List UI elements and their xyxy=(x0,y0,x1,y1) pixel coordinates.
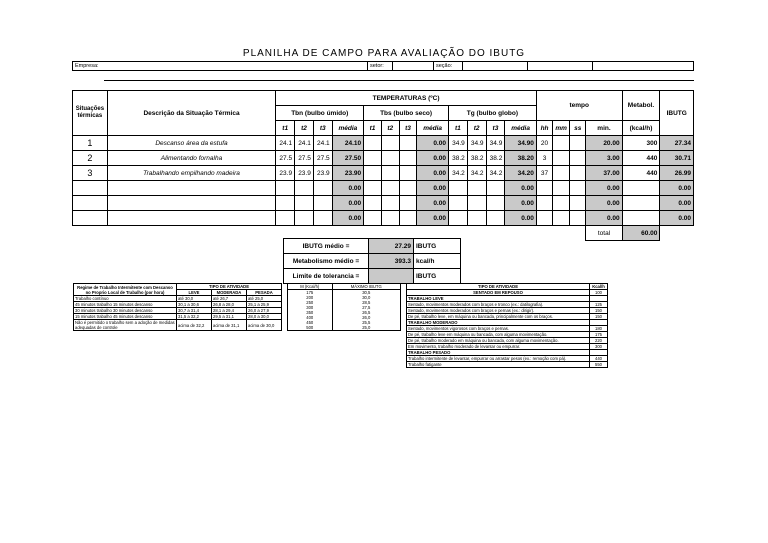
ibutg-cell: 0.00 xyxy=(660,196,694,211)
tbs-cell: 0.00 xyxy=(417,211,449,226)
table-row xyxy=(74,296,282,302)
regime-col-moderada: MODERADA xyxy=(212,290,247,296)
tbn-cell[interactable]: 27.5 xyxy=(276,151,295,166)
ss-cell[interactable] xyxy=(570,211,586,226)
tbn-cell[interactable] xyxy=(295,196,314,211)
tbn-cell[interactable]: 23.9 xyxy=(295,166,314,181)
tbs-cell[interactable] xyxy=(399,166,417,181)
regime-cell: 26,0 a 27,9 xyxy=(247,308,282,314)
mm-cell[interactable] xyxy=(553,211,570,226)
tbs-cell[interactable] xyxy=(399,136,417,151)
subheader-cell: (kcal/h) xyxy=(622,121,660,136)
limite-label: Limite de tolerancia = xyxy=(284,269,369,284)
ibutg-medio-unit: IBUTG xyxy=(414,239,461,254)
tbs-cell: 0.00 xyxy=(417,166,449,181)
mm-cell[interactable] xyxy=(553,136,570,151)
tbs-cell[interactable] xyxy=(399,196,417,211)
table-row xyxy=(73,136,694,151)
regime-cell: 30,1 a 30,6 xyxy=(177,302,212,308)
maxibutg-value: 25,0 xyxy=(362,325,371,330)
descricao-header: Descrição da Situação Térmica xyxy=(107,91,276,136)
tbs-cell: 0.00 xyxy=(417,181,449,196)
tg-cell[interactable] xyxy=(467,211,486,226)
metab-medio-value: 393.3 xyxy=(369,254,414,269)
ss-cell[interactable] xyxy=(570,196,586,211)
row-description[interactable] xyxy=(107,196,276,211)
ibutg-header: IBUTG xyxy=(660,91,694,136)
table-row xyxy=(73,211,694,226)
tbs-cell[interactable] xyxy=(381,181,399,196)
hh-cell[interactable]: 3 xyxy=(536,151,552,166)
tbs-cell[interactable] xyxy=(364,166,382,181)
tbn-cell: 0.00 xyxy=(332,196,364,211)
subheader-cell: t3 xyxy=(313,121,332,136)
total-label: total xyxy=(586,226,622,241)
metabolism-ibutg-table xyxy=(287,283,401,331)
subheader-cell: média xyxy=(332,121,364,136)
summary-table xyxy=(283,238,461,284)
m-value: 400 xyxy=(306,315,314,320)
tbs-header: Tbs (bulbo seco) xyxy=(364,106,449,121)
regime-cell: 31,5 a 32,2 xyxy=(177,314,212,320)
regime-cell: 28,1 a 29,4 xyxy=(212,308,247,314)
met-cell[interactable]: 440 xyxy=(622,166,660,181)
subheader-cell: t2 xyxy=(467,121,486,136)
activity-cell: Sentado, movimentos moderados com braços e pernas (ex.: dirigir). xyxy=(407,308,590,314)
regime-cell: até 30,0 xyxy=(177,296,212,302)
ibutg-cell: 26.99 xyxy=(660,166,694,181)
met-cell[interactable]: 300 xyxy=(622,136,660,151)
regime-header: Regime de Trabalho Intermitente com Descanso no Proprio Local de Trabalho (por hora) xyxy=(74,284,177,296)
header-blank-1[interactable] xyxy=(528,62,593,71)
tg-cell[interactable] xyxy=(448,181,467,196)
regime-cell: 28,0 a 30,0 xyxy=(247,314,282,320)
tg-cell: 0.00 xyxy=(505,181,537,196)
maxibutg-value: 25,5 xyxy=(362,320,371,325)
tbn-cell[interactable]: 27.5 xyxy=(313,151,332,166)
subheader-cell: t1 xyxy=(448,121,467,136)
limite-unit: IBUTG xyxy=(414,269,461,284)
tbn-cell[interactable]: 23.9 xyxy=(313,166,332,181)
tg-cell[interactable] xyxy=(467,181,486,196)
tbn-header: Tbn (bulbo úmido) xyxy=(276,106,364,121)
ss-cell[interactable] xyxy=(570,136,586,151)
regime-cell: Não é permitido o trabalho sem a adoção de medidas adequadas de controle xyxy=(75,320,175,330)
m-value: 350 xyxy=(306,310,314,315)
divider-line xyxy=(104,80,694,81)
regime-cell: 45 minutos trabalho 15 minutos descanso xyxy=(74,302,177,308)
table-row xyxy=(74,302,282,308)
tbs-cell: 0.00 xyxy=(417,196,449,211)
subheader-cell: mm xyxy=(553,121,570,136)
header-blank-2[interactable] xyxy=(593,62,694,71)
regime-tipo-header: TIPO DE ATIVIDADE xyxy=(177,284,282,290)
tbs-cell[interactable] xyxy=(364,136,382,151)
company-header xyxy=(72,61,694,71)
tbs-cell[interactable] xyxy=(399,151,417,166)
kcal-cell: 550 xyxy=(590,362,608,368)
tempo-header: tempo xyxy=(536,91,622,121)
tbs-cell[interactable] xyxy=(399,211,417,226)
metabol-header: Metabol. xyxy=(622,91,660,121)
table-row xyxy=(74,314,282,320)
hh-cell[interactable]: 37 xyxy=(536,166,552,181)
row-number xyxy=(73,196,108,211)
min-cell: 20.00 xyxy=(586,136,622,151)
m-value: 175 xyxy=(306,290,314,295)
min-cell: 0.00 xyxy=(586,211,622,226)
mm-cell[interactable] xyxy=(553,196,570,211)
ativ-col-header: TIPO DE ATIVIDADE xyxy=(407,284,590,290)
met-cell[interactable]: 440 xyxy=(622,151,660,166)
maxibutg-value: 30,5 xyxy=(362,290,371,295)
tg-cell: 38.20 xyxy=(505,151,537,166)
regime-cell: acima de 30,0 xyxy=(247,320,282,331)
activity-cell: De pé, trabalho leve em máquina ou bancada, com alguma movimentação. xyxy=(407,332,590,338)
regime-cell: acima de 31,1 xyxy=(212,320,247,331)
total-empty xyxy=(660,226,694,241)
subheader-cell: t3 xyxy=(486,121,505,136)
tbs-cell[interactable] xyxy=(381,136,399,151)
tg-header: Tg (bulbo globo) xyxy=(448,106,536,121)
maxibutg-values xyxy=(332,290,400,331)
tbs-cell[interactable] xyxy=(364,211,382,226)
tbn-cell[interactable] xyxy=(295,181,314,196)
regime-col-pesada: PESADA xyxy=(247,290,282,296)
kcal-col-header: Kcal/h xyxy=(590,284,608,290)
tbn-cell[interactable] xyxy=(313,196,332,211)
tg-cell: 0.00 xyxy=(505,196,537,211)
ibutg-medio-label: IBUTG médio = xyxy=(284,239,369,254)
tbs-cell[interactable] xyxy=(381,151,399,166)
kcal-cell: 175 xyxy=(590,332,608,338)
kcal-cell: 300 xyxy=(590,344,608,350)
row-description[interactable]: Descanso área da estufa xyxy=(107,136,276,151)
tg-cell[interactable]: 38.2 xyxy=(448,151,467,166)
tbs-cell[interactable] xyxy=(381,211,399,226)
kcal-cell: 150 xyxy=(590,314,608,320)
hh-cell[interactable] xyxy=(536,181,552,196)
empresa-label: Empresa: xyxy=(73,62,368,71)
subheader-cell: t3 xyxy=(399,121,417,136)
kcal-cell: 125 xyxy=(590,302,608,308)
tg-cell[interactable] xyxy=(486,181,505,196)
activity-cell: TRABALHO LEVE xyxy=(407,296,590,302)
row-number xyxy=(73,181,108,196)
regime-cell: 30 minutos trabalho 30 minutos descanso xyxy=(74,308,177,314)
tbs-cell[interactable] xyxy=(364,181,382,196)
subheader-cell: t1 xyxy=(364,121,382,136)
regime-cell: acima de 32,2 xyxy=(177,320,212,331)
mm-cell[interactable] xyxy=(553,151,570,166)
tg-cell[interactable]: 34.2 xyxy=(486,166,505,181)
row-number: 3 xyxy=(73,166,108,181)
kcal-cell: 180 xyxy=(590,326,608,332)
m-value: 450 xyxy=(306,320,314,325)
maxibutg-value: 26,0 xyxy=(362,315,371,320)
tg-cell[interactable]: 34.9 xyxy=(448,136,467,151)
row-number: 2 xyxy=(73,151,108,166)
kcal-cell: 100 xyxy=(590,290,608,296)
maxibutg-value: 27,5 xyxy=(362,305,371,310)
ibutg-cell: 0.00 xyxy=(660,181,694,196)
ibutg-cell: 0.00 xyxy=(660,211,694,226)
table-row xyxy=(74,308,282,314)
min-cell: 0.00 xyxy=(586,181,622,196)
regime-col-leve: LEVE xyxy=(177,290,212,296)
limite-value[interactable] xyxy=(369,269,414,284)
tg-cell: 34.20 xyxy=(505,166,537,181)
activity-cell: De pé, trabalho leve, em máquina ou bancada, principalmente com os braços. xyxy=(407,314,590,320)
tg-cell[interactable]: 34.9 xyxy=(486,136,505,151)
setor-field[interactable] xyxy=(393,62,434,71)
regime-cell: 15 minutos trabalho 45 minutos descanso xyxy=(74,314,177,320)
table-row xyxy=(73,196,694,211)
activity-cell: TRABALHO MODERADO xyxy=(407,320,590,326)
ibutg-cell: 30.71 xyxy=(660,151,694,166)
situacao-header: Situações térmicas xyxy=(73,91,108,136)
tg-cell[interactable]: 38.2 xyxy=(486,151,505,166)
regime-cell: 26,8 a 28,0 xyxy=(212,302,247,308)
regime-cell: 25,1 a 25,9 xyxy=(247,302,282,308)
ss-cell[interactable] xyxy=(570,166,586,181)
table-row xyxy=(73,166,694,181)
tg-cell[interactable] xyxy=(448,196,467,211)
activity-cell: Sentado, movimentos vigorosos com braços e pernas. xyxy=(407,326,590,332)
secao-label: seção: xyxy=(434,62,463,71)
maxibutg-col-header: MÁXIMO IBUTG xyxy=(332,284,400,290)
tbn-cell[interactable] xyxy=(295,211,314,226)
tg-cell[interactable]: 34.9 xyxy=(467,136,486,151)
tbn-cell[interactable]: 23.9 xyxy=(276,166,295,181)
tbn-cell[interactable]: 27.5 xyxy=(295,151,314,166)
met-cell[interactable] xyxy=(622,196,660,211)
hh-cell[interactable]: 20 xyxy=(536,136,552,151)
row-description[interactable] xyxy=(107,211,276,226)
tg-cell[interactable] xyxy=(486,196,505,211)
tbn-cell: 23.90 xyxy=(332,166,364,181)
tg-cell[interactable] xyxy=(467,196,486,211)
tbs-cell[interactable] xyxy=(381,166,399,181)
m-values xyxy=(288,290,333,331)
tbn-cell[interactable] xyxy=(276,181,295,196)
subheader-cell: t1 xyxy=(276,121,295,136)
activity-cell: SENTADO EM REPOUSO xyxy=(407,290,590,296)
subheader-cell: t2 xyxy=(381,121,399,136)
maxibutg-value: 30,0 xyxy=(362,295,371,300)
kcal-cell: 150 xyxy=(590,308,608,314)
min-cell: 3.00 xyxy=(586,151,622,166)
tbn-cell: 0.00 xyxy=(332,181,364,196)
activity-cell: Trabalho intermitente de levantar, empurrar ou arrastar pesos (ex.: remoção com pá). xyxy=(407,356,590,362)
tg-cell[interactable] xyxy=(486,211,505,226)
tg-cell: 0.00 xyxy=(505,211,537,226)
min-cell: 37.00 xyxy=(586,166,622,181)
row-description[interactable]: Trabalhando empilhando madeira xyxy=(107,166,276,181)
subheader-cell: média xyxy=(505,121,537,136)
regime-cell: até 26,7 xyxy=(212,296,247,302)
maxibutg-value: 28,5 xyxy=(362,300,371,305)
regime-table xyxy=(73,283,282,331)
tbn-cell: 27.50 xyxy=(332,151,364,166)
tbs-cell[interactable] xyxy=(364,196,382,211)
tbn-cell: 24.10 xyxy=(332,136,364,151)
tbs-cell[interactable] xyxy=(364,151,382,166)
hh-cell[interactable] xyxy=(536,211,552,226)
m-value: 300 xyxy=(306,305,314,310)
met-cell[interactable] xyxy=(622,181,660,196)
tbn-cell[interactable] xyxy=(276,211,295,226)
page-title: PLANILHA DE CAMPO PARA AVALIAÇÃO DO IBUTG xyxy=(242,48,526,59)
row-description[interactable]: Alimentando fornalha xyxy=(107,151,276,166)
mm-cell[interactable] xyxy=(553,181,570,196)
metab-medio-label: Metabolismo médio = xyxy=(284,254,369,269)
table-row xyxy=(74,320,282,331)
row-description[interactable] xyxy=(107,181,276,196)
ibutg-medio-value: 27.29 xyxy=(369,239,414,254)
secao-field[interactable] xyxy=(463,62,528,71)
tbn-cell[interactable] xyxy=(276,196,295,211)
ibutg-cell: 27.34 xyxy=(660,136,694,151)
subheader-cell: min. xyxy=(586,121,622,136)
hh-cell[interactable] xyxy=(536,196,552,211)
tbn-cell: 0.00 xyxy=(332,211,364,226)
table-row xyxy=(73,181,694,196)
tbs-cell: 0.00 xyxy=(417,151,449,166)
tbn-cell[interactable]: 24.1 xyxy=(276,136,295,151)
temperaturas-header: TEMPERATURAS (ºC) xyxy=(276,91,537,106)
activity-cell: TRABALHO PESADO xyxy=(407,350,590,356)
tg-cell[interactable]: 34.2 xyxy=(467,166,486,181)
tg-cell: 34.90 xyxy=(505,136,537,151)
measurement-table xyxy=(72,90,694,241)
ss-cell[interactable] xyxy=(570,181,586,196)
min-cell: 0.00 xyxy=(586,196,622,211)
subheader-cell: média xyxy=(417,121,449,136)
activity-cell: De pé, trabalho moderado em máquina ou bancada, com alguma movimentação. xyxy=(407,338,590,344)
m-value: 500 xyxy=(306,325,314,330)
maxibutg-value: 26,5 xyxy=(362,310,371,315)
activity-cell: Em movimento, trabalho moderado de levantar ou empurrar. xyxy=(407,344,590,350)
total-value: 60.00 xyxy=(622,226,660,241)
ss-cell[interactable] xyxy=(570,151,586,166)
tbn-cell[interactable]: 24.1 xyxy=(313,136,332,151)
activity-cell: Sentado, movimentos moderados com braços e tronco (ex.: datilografia). xyxy=(407,302,590,308)
subheader-cell: hh xyxy=(536,121,552,136)
tg-cell[interactable]: 38.2 xyxy=(467,151,486,166)
regime-cell: Trabalho contínuo xyxy=(74,296,177,302)
regime-cell: 30,7 a 31,4 xyxy=(177,308,212,314)
row-number: 1 xyxy=(73,136,108,151)
setor-label: setor: xyxy=(368,62,393,71)
m-value: 250 xyxy=(306,300,314,305)
tbn-cell[interactable] xyxy=(313,181,332,196)
m-col-header: M (Kcal/h) xyxy=(288,284,333,290)
activity-table xyxy=(406,283,608,368)
tbn-cell[interactable]: 24.1 xyxy=(295,136,314,151)
table-row xyxy=(407,362,608,368)
tbs-cell[interactable] xyxy=(399,181,417,196)
tg-cell[interactable]: 34.2 xyxy=(448,166,467,181)
met-cell[interactable] xyxy=(622,211,660,226)
tg-cell[interactable] xyxy=(448,211,467,226)
subheader-cell: t2 xyxy=(295,121,314,136)
tbs-cell[interactable] xyxy=(381,196,399,211)
activity-cell: Trabalho fatigante xyxy=(407,362,590,368)
table-row xyxy=(73,151,694,166)
kcal-cell: 220 xyxy=(590,338,608,344)
tbn-cell[interactable] xyxy=(313,211,332,226)
regime-cell: 29,5 a 31,1 xyxy=(212,314,247,320)
regime-cell: até 25,0 xyxy=(247,296,282,302)
metab-medio-unit: kcal/h xyxy=(414,254,461,269)
mm-cell[interactable] xyxy=(553,166,570,181)
m-value: 200 xyxy=(306,295,314,300)
tbs-cell: 0.00 xyxy=(417,136,449,151)
subheader-cell: ss xyxy=(570,121,586,136)
row-number xyxy=(73,211,108,226)
kcal-cell: 440 xyxy=(590,356,608,362)
